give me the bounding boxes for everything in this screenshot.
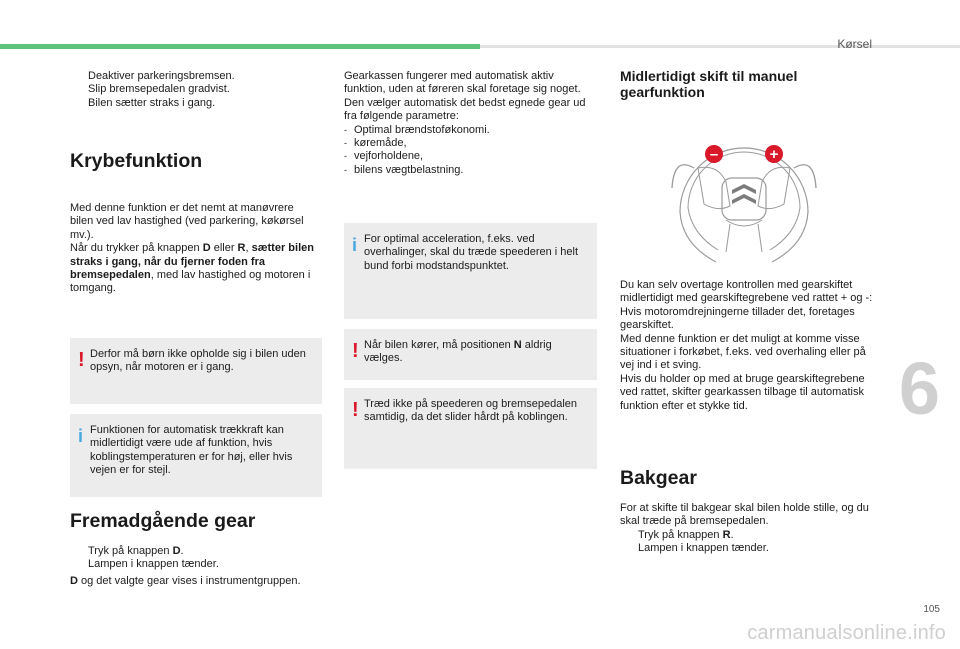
section-label: Kørsel <box>837 37 872 51</box>
watermark: carmanualsonline.info <box>747 622 946 644</box>
paragraph: Hvis du holder op med at bruge gearskiftegrebene ved rattet, skifter gearkassen tilbage til automatisk funktion efter et stykke tid. <box>620 372 865 412</box>
note-text: For optimal acceleration, f.eks. ved overhalinger, skal du træde speederen i helt bund forbi modstandspunktet. <box>364 233 579 272</box>
warning-icon: ! <box>352 399 359 421</box>
section-title-crawl: Krybefunktion <box>70 150 203 172</box>
info-note <box>70 414 322 497</box>
list-item-continuation: Lampen i knappen tænder. <box>88 558 219 571</box>
start-steps <box>70 70 322 110</box>
reverse-text <box>620 502 870 556</box>
list-item: - bilens vægtbelastning. <box>344 163 464 176</box>
paragraph: For at skifte til bakgear skal bilen holde stille, og du skal træde på bremsepedalen. <box>620 502 869 528</box>
chapter-number: 6 <box>898 347 940 430</box>
list-item-continuation: Bilen sætter straks i gang. <box>88 96 216 109</box>
info-icon: i <box>78 426 84 446</box>
section-title-reverse: Bakgear <box>620 467 697 489</box>
section-title-forward: Fremadgående gear <box>70 510 256 532</box>
paragraph: D og det valgte gear vises i instrumentgruppen. <box>70 574 301 587</box>
note-text: Træd ikke på speederen og bremsepedalen samtidig, da det slider hårdt på koblingen. <box>364 398 578 424</box>
list-item: Tryk på knappen D. <box>70 545 330 558</box>
list-item: - Optimal brændstoføkonomi. <box>344 123 490 136</box>
warning-note <box>70 338 322 404</box>
info-icon: i <box>352 235 358 255</box>
warning-icon: ! <box>78 349 85 371</box>
plus-icon: + <box>769 146 779 163</box>
warning-icon: ! <box>352 340 359 362</box>
note-text: Funktionen for automatisk trækkraft kan midlertidigt være ude af funktion, hvis koblingstemperaturen er for høj, eller hvis vejen er for stejl. <box>90 424 293 477</box>
crawl-text <box>70 202 320 296</box>
paragraph: Når du trykker på knappen D eller R, sætter bilen straks i gang, når du fjerner foden fra bremsepedalen, med lav hastighed og motoren i tomgang. <box>70 242 314 295</box>
warning-note <box>344 388 597 469</box>
warning-note <box>344 329 597 380</box>
bullet-marker <box>70 83 88 96</box>
list-item-continuation: Lampen i knappen tænder. <box>638 542 769 555</box>
header-rule <box>480 45 960 48</box>
paragraph: Gearkassen fungerer med automatisk aktiv funktion, uden at føreren skal foretage sig noget. Den vælger automatisk det bedst egnede gear ud fra følgende parametre: <box>344 70 586 123</box>
list-item: - vejforholdene, <box>344 150 424 163</box>
bullet-marker <box>70 70 88 83</box>
bullet-marker <box>70 545 88 558</box>
forward-text <box>70 545 330 588</box>
header-accent-bar <box>0 44 480 49</box>
minus-icon: – <box>709 146 719 163</box>
list-item: Deaktiver parkeringsbremsen. <box>70 70 322 83</box>
bullet-marker <box>620 529 638 542</box>
note-text: Derfor må børn ikke opholde sig i bilen uden opsyn, når motoren er i gang. <box>90 348 306 374</box>
steering-wheel-illustration <box>668 128 820 264</box>
paragraph: Med denne funktion er det nemt at manøvrere bilen ved lav hastighed (ved parkering, køkørsel mv.). <box>70 202 304 241</box>
manual-text <box>620 279 876 413</box>
note-text: Når bilen kører, må positionen N aldrig vælges. <box>364 339 552 365</box>
paragraph: Du kan selv overtage kontrollen med gearskiftet midlertidigt med gearskiftegrebene ved rattet + og -: Hvis motoromdrejningerne tillader det, foretages gearskiftet. <box>620 279 873 332</box>
page-number: 105 <box>923 604 940 615</box>
list-item: Tryk på knappen R. <box>620 529 870 542</box>
info-note <box>344 223 597 319</box>
list-item: - køremåde, <box>344 137 407 150</box>
gearbox-text <box>344 70 596 177</box>
section-title-manual: Midlertidigt skift til manuel gearfunktion <box>620 68 798 100</box>
paragraph: Med denne funktion er det muligt at komme visse situationer i forkøbet, f.eks. ved overhaling eller på vej ind i et sving. <box>620 332 866 372</box>
list-item: Slip bremsepedalen gradvist. <box>70 83 322 96</box>
